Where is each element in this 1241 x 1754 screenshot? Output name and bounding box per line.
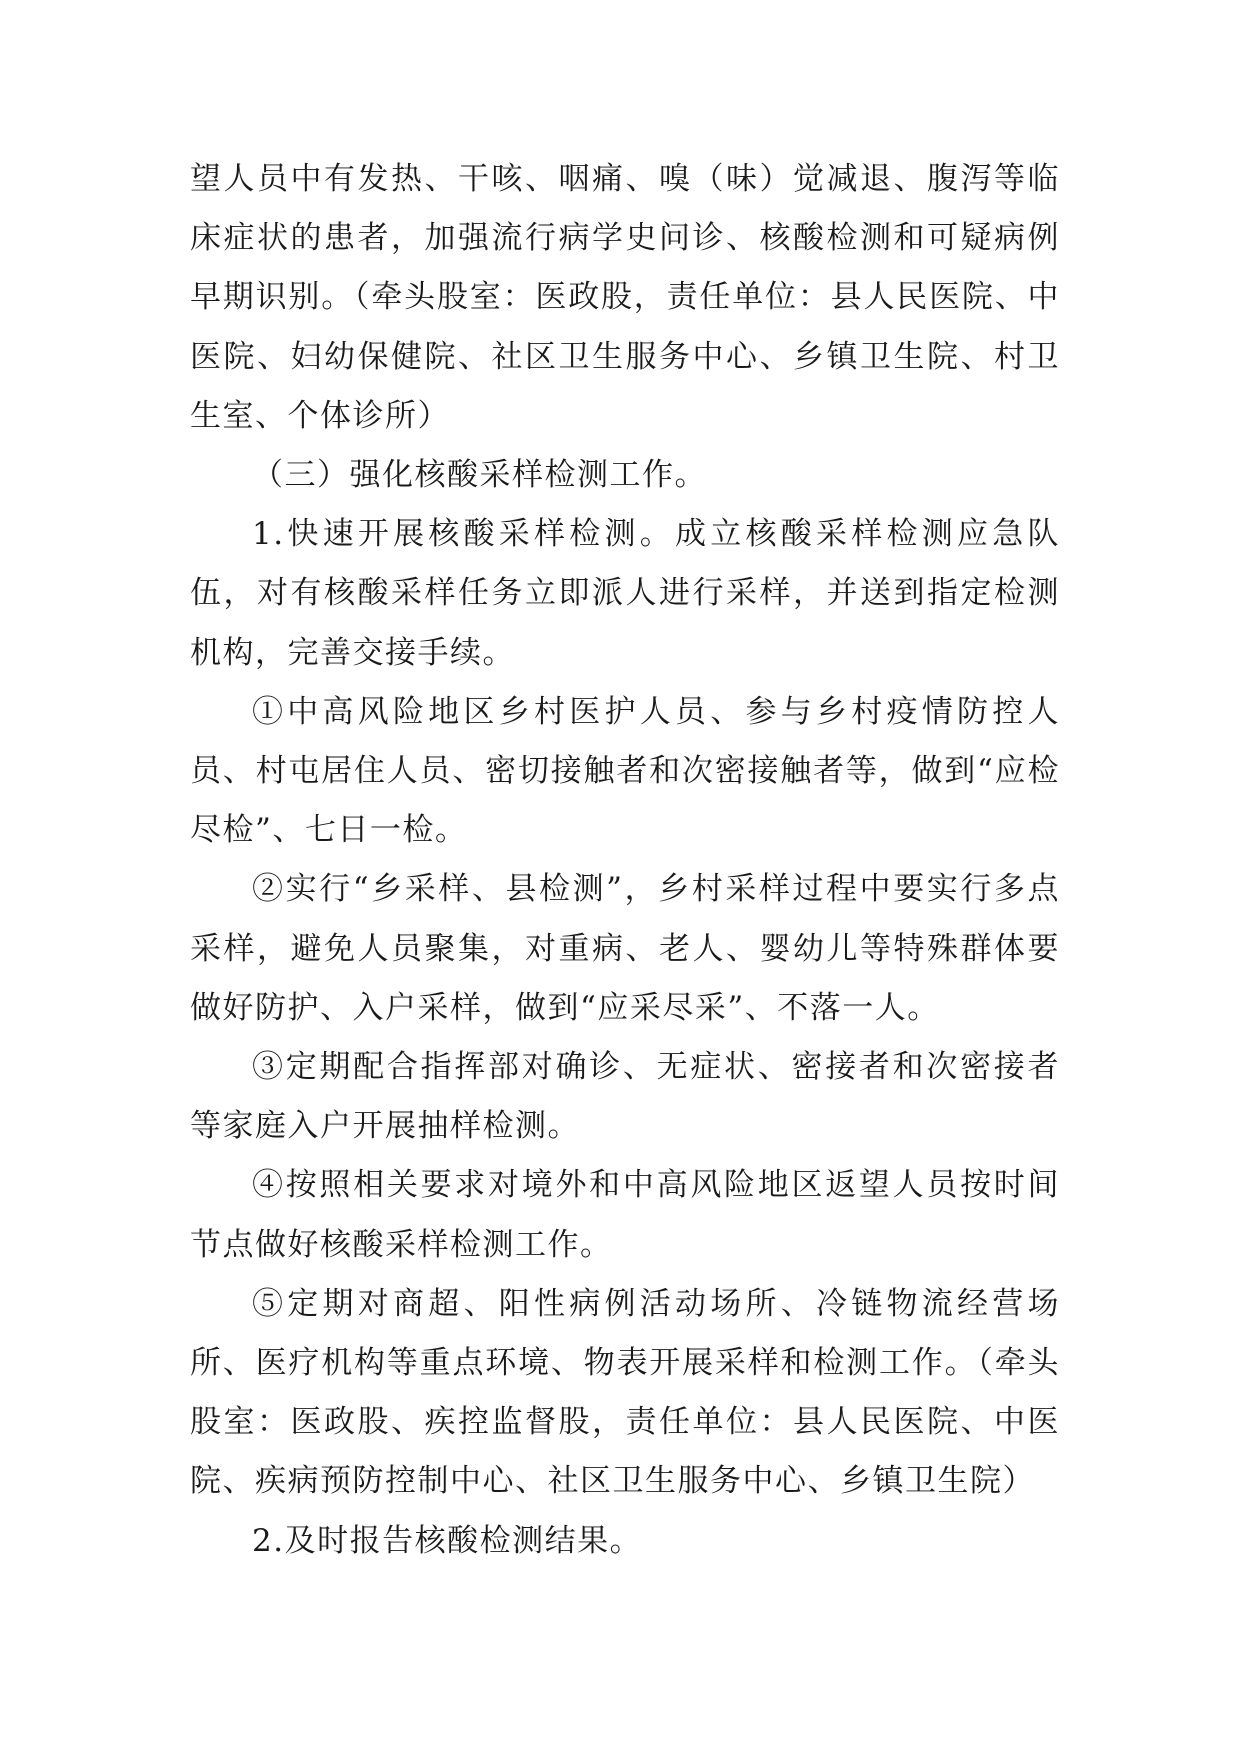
paragraph-continuation: 望人员中有发热、干咳、咽痛、嗅（味）觉减退、腹泻等临床症状的患者，加强流行病学史问诊、核酸检测和可疑病例早期识别。（牵头股室：医政股，责任单位：县人民医院、中医院、妇幼保健院、社区卫生服务中心、乡镇卫生院、村卫生室、个体诊所） <box>190 161 1060 434</box>
paragraph-item-2: 2.及时报告核酸检测结果。 <box>252 1522 643 1559</box>
paragraph-sub-item-5: ⑤定期对商超、阳性病例活动场所、冷链物流经营场所、医疗机构等重点环境、物表开展采样和检测工作。（牵头股室：医政股、疾控监督股，责任单位：县人民医院、中医院、疾病预防控制中心、社区卫生服务中心、乡镇卫生院） <box>190 1285 1060 1500</box>
document-body <box>190 150 1060 1571</box>
paragraph-sub-item-2: ②实行“乡采样、县检测”，乡村采样过程中要实行多点采样，避免人员聚集，对重病、老人、婴幼儿等特殊群体要做好防护、入户采样，做到“应采尽采”、不落一人。 <box>190 871 1060 1026</box>
paragraph-sub-item-4: ④按照相关要求对境外和中高风险地区返望人员按时间节点做好核酸采样检测工作。 <box>190 1167 1060 1263</box>
section-heading-3: （三）强化核酸采样检测工作。 <box>252 457 707 494</box>
paragraph-item-1: 1.快速开展核酸采样检测。成立核酸采样检测应急队伍，对有核酸采样任务立即派人进行采样，并送到指定检测机构，完善交接手续。 <box>190 516 1060 671</box>
paragraph-sub-item-3: ③定期配合指挥部对确诊、无症状、密接者和次密接者等家庭入户开展抽样检测。 <box>190 1049 1060 1145</box>
paragraph-sub-item-1: ①中高风险地区乡村医护人员、参与乡村疫情防控人员、村屯居住人员、密切接触者和次密接触者等，做到“应检尽检”、七日一检。 <box>190 693 1060 849</box>
